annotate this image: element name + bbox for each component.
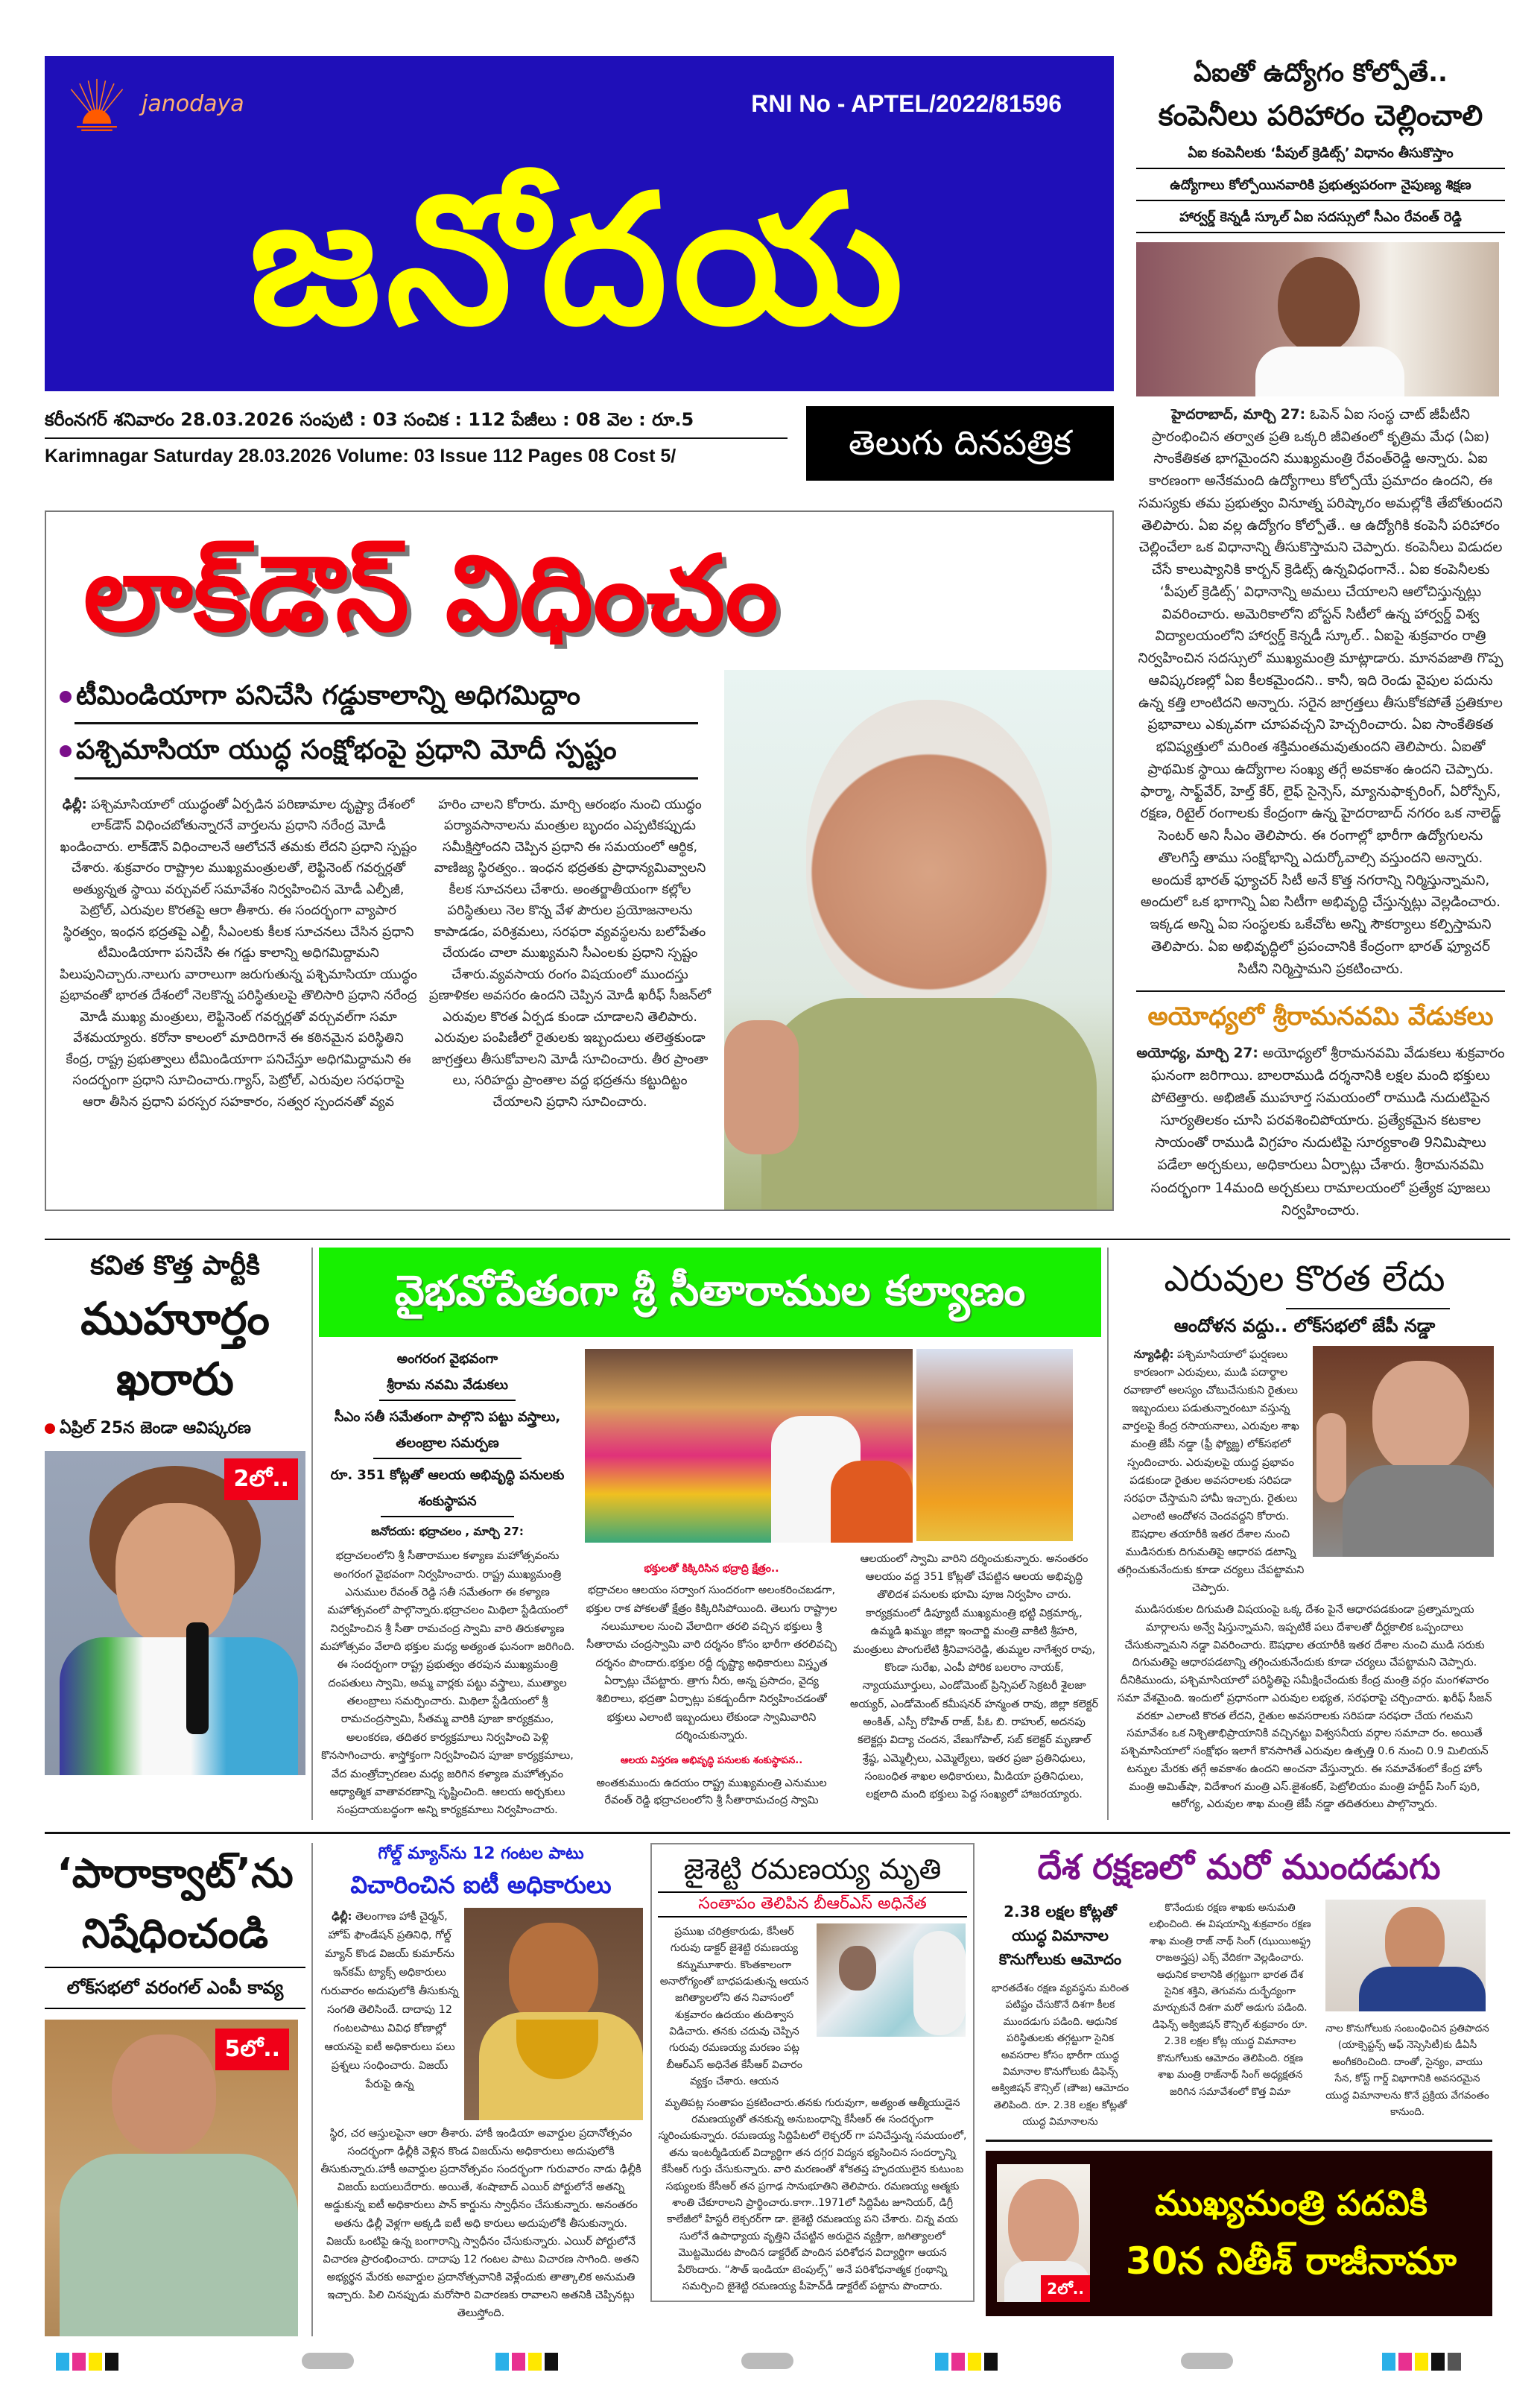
lead-body-text: హరిం చాలని కోరారు. మార్చి ఆరంభం నుంచి యుద్ధం పర్యావసానాలను మంత్రుల బృందం ఎప్పటికప్పుడు సమీక్షిస్తోందని చెప్పిన ప్రధాని ఈ సమయంలో ఆర్థిక, వాణిజ్య స్థిరత్వం.. ఇంధన భద్రతకు ప్రాధాన్యమివ్వాలని కీలక సూచనలు చేశారు. అంతర్జాతీయంగా కల్లోల పరిస్థితులు నెల కొన్న వేళ పౌరుల ప్రయోజనాలను కాపాడడం, పరిశ్రమలు, సరఫరా వ్యవస్థలను బలోపేతం చేయడం చాలా ముఖ్యమని సీఎంలకు ప్రధాని స్పష్టం చేశారు.వ్యవసాయ రంగం విషయంలో ముందస్తు ప్రణాళికల అవసరం ఉందని చెప్పిన మోడీ ఖరీఫ్ సీజన్‌లో ఎరువుల కొరత ఏర్పడ కుండా చూడాలని తెలిపారు. ఎరువుల పంపిణీలో రైతులకు ఇబ్బందులు తలెత్తకుండా జాగ్రత్తలు తీసుకోవాలని మోడీ సూచించారు. తీర ప్రాంతా లు, సరిహద్దు ప్రాంతాల వద్ద భద్రతను కట్టుదిట్టం చేయాలని ప్రధాని సూచించారు. — [428, 797, 712, 1110]
ai-dateline: హైదరాబాద్, మార్చి 27: — [1171, 406, 1306, 423]
ayodhya-body — [1136, 1043, 1505, 1222]
lead-headline: లాక్‌డౌన్ విధించం — [83, 534, 779, 655]
top-section — [45, 56, 1510, 1222]
lead-bullet-text: పశ్చిమాసియా యుద్ధ సంక్షోభంపై ప్రధాని మోదీ స్పష్టం — [76, 735, 617, 766]
paraquat-story — [45, 1843, 305, 2337]
ayodhya-dateline: అయోధ్య, మార్చి 27: — [1136, 1045, 1258, 1061]
fertilizer-body-bottom: ముడిసరుకుల దిగుమతి విషయంపై ఒక్క దేశం పైనే ఆధారపడకుండా ప్రత్నామ్నాయ మార్గాలను అన్వే షిస్తున్నామని, ఇప్పటికే పలు దేశాలతో దీర్ఘకాలిక ఒప్పందాలు చేసుకున్నామని నడ్డా వివరించారు. ఔషధాల తయారీకి ఇతర దేశాల నుంచి ముడి సరుకు దిగుమతిపై ఆధారపడటాన్ని తగ్గించుకునేందుకు కూడా చర్యలు చేపట్టామని చెప్పారు. దీనికిముందు, పశ్చిమాసియాలో పరిస్థితిపై సమీక్షించేందుకు కేంద్ర మంత్రి వర్గం మంగళవారం సమా వేశమైంది. ఇందులో ప్రధానంగా ఎరువుల లభ్యత, సరఫరాపై చర్చించారు. ఖరీఫ్ సీజన్ వరకూ ఎలాంటి కొరత లేదని, రైతుల అవసరాలకు సరిపడా సరఫరా చేయ గలమని సమావేశం ఒక నిశ్చితాభిప్రాయానికి వచ్చినట్టు విశ్వసనీయ వర్గాల సమాచా రం. అయితే పశ్చిమాసియాలో సంక్షోభం ఇలాగే కొనసాగితే ఎరువుల ఉత్పత్తి 0.6 నుంచి 0.9 మిలియన్ టన్నుల మేరకు తగ్గే అవకాశం ఉందని అంచనా వేస్తున్నారు. ఈ సమావేశంలో కేంద్ర హోం మంత్రి అమిత్‌షా, విదేశాంగ మంత్రి ఎస్.జైశంకర్, పెట్రోలియం మంత్రి హర్దీప్ సింగ్ పురి, ఆరోగ్య, ఎరువుల శాఖ మంత్రి జేపీ నడ్డా తదితరులు పాల్గొన్నారు. — [1117, 1604, 1492, 1811]
jaisetti-body-bottom: మృతిపట్ల సంతాపం ప్రకటించారు.తనకు గురువుగా, అత్యంత ఆత్మీయుడైన రమణయ్యతో తనకున్న అనుబంధాన్ని కేసీఆర్ ఈ సందర్భంగా స్మరించుకున్నారు. రమణయ్య సిద్దిపేటలో లెక్చరర్ గా పనిచేస్తున్న సమయంలో, తను ఇంటర్మీడియట్ విద్యార్థిగా తన దగ్గర విద్యన భ్యసించిన సందర్భాన్ని కేసీఆర్ గుర్తు చేసుకున్నారు. వారి మరణంతో శోకతప్త హృదయులైన కుటుంబ సభ్యులకు కేసీఆర్ తన ప్రగాఢ సానుభూతిని తెలిపారు. రమణయ్య ఆత్మకు శాంతి చేకూరాలని ప్రార్థించారు.కాగా..1971లో సిద్దిపేట జూనియర్, డిగ్రీ కాలేజీలో హిస్టరీ లెక్చరర్‌గా డా. జైశెట్టి రమణయ్య పని చేశారు. చిన్న వయ సులోనే ఉపాధ్యాయ వృత్తిని చేపట్టిన అరుదైన వ్యక్తిగా, జగిత్యాలలో మొట్టమొదట పొందిన డాక్టరేట్ పొందిన పరిశోధన విద్యార్థిగా ఆయన పేరొందారు. “సౌత్ ఇండియా టెంపుల్స్” అనే పరిశోధనాత్మక గ్రంథాన్ని సమర్పించి జైశెట్టి రమణయ్య పీహెచ్‌డీ డాక్టరేట్ పట్టాను పొందారు. — [658, 2096, 967, 2292]
color-registration-marks — [56, 2353, 1494, 2372]
fertilizer-headline: ఎరువుల కొరత లేదు — [1164, 1257, 1445, 1300]
ai-subhead: ఉద్యోగాలు కోల్పోయినవారికి ప్రభుత్వపరంగా నైపుణ్య శిక్షణ — [1136, 175, 1505, 201]
kavitha-bullet — [45, 1416, 305, 1441]
sunrise-logo-icon — [60, 66, 134, 141]
masthead — [45, 56, 1114, 391]
deck-line: శ్రీరామ నవమి వేడుకలు — [379, 1375, 516, 1401]
defence-deck — [986, 1900, 1135, 1971]
lead-text-area — [46, 670, 724, 1210]
deck-line: యుద్ధ విమానాల — [1012, 1926, 1109, 1945]
ai-story — [1136, 56, 1505, 233]
column-divider — [311, 1843, 313, 2337]
deck-line: శంకుస్థాపన — [381, 1491, 513, 1517]
bullet-dot-icon — [45, 1423, 55, 1434]
kalyanam-banner — [319, 1248, 1101, 1337]
kavya-photo — [45, 2020, 298, 2336]
kalyanam-body-col-2b: అంతకుముందు ఉదయం రాష్ట్ర ముఖ్యమంత్రి ఎనుముల రేవంత్ రెడ్డి భద్రాచలంలోని శ్రీ సీతారామచంద్ర స్వామి — [596, 1777, 827, 1807]
kalyanam-decks — [319, 1349, 576, 1540]
ai-headline-1: ఏఐతో ఉద్యోగం కోల్పోతే.. — [1194, 58, 1448, 88]
ai-story-body — [1136, 404, 1505, 981]
defence-story — [986, 1843, 1492, 2337]
divider — [75, 722, 698, 724]
rni-number: RNI No - APTEL/2022/81596 — [751, 89, 1062, 117]
goldman-dateline: ఢిల్లీ: — [332, 1911, 352, 1923]
jaisetti-body-top: ప్రముఖ చరిత్రకారుడు, కేసీఆర్ గురువు డాక్టర్ జైశెట్టి రమణయ్య కన్నుమూశారు. కొంతకాలంగా అనారోగ్యంతో బాధపడుతున్న ఆయన జగిత్యాలలోని తన నివాసంలో శుక్రవారం ఉదయం తుదిశ్వాస విడిచారు. తనకు చదువు చెప్పిన గురువు రమణయ్య మరణం పట్ల బీఆర్ఎస్ అధినేత కేసీఆర్ విచారం వ్యక్తం చేశారు. ఆయన — [659, 1925, 809, 2088]
kalyanam-body-col-2: భద్రాచలం ఆలయం సర్వాంగ సుందరంగా అలంకరించబడగా, భక్తుల రాక పోకలతో క్షేత్రం కిక్కిరిసిపోయింది. తెలుగు రాష్ట్రాల నలుమూలల నుంచి వేలాదిగా తరలి వచ్చిన భక్తులు శ్రీ సీతారామ చంద్రస్వామి వారి దర్శనం కోసం భారీగా తరలివచ్చి దర్శనం పొందారు.భక్తుల రద్దీ దృష్ట్యా అధికారులు విస్తృత ఏర్పాట్లు చేపట్టారు. త్రాగు నీరు, అన్న ప్రసాదం, వైద్య శిబిరాలు, భద్రతా ఏర్పాట్లు పకడ్బందీగా నిర్వహించడంతో భక్తులు ఎలాంటి ఇబ్బందులు లేకుండా స్వామివారిని దర్శించుకున్నారు. — [586, 1584, 837, 1742]
goldman-story — [319, 1843, 643, 2337]
deck-line: సీఎం సతీ సమేతంగా పాల్గొని పట్టు వస్త్రాలు, — [334, 1409, 561, 1425]
goldman-body-text: తెలంగాణ హాకీ చైర్మన్, హోప్ ఫౌండేషన్ ప్రతినిధి, గోల్డ్ మ్యాన్ కొండ విజయ్ కుమార్‌ను ఇన్‌కమ్ ట్యాక్స్ అధికారులు గురువారం అదుపులోకి తీసుకున్న సంగతి తెలిసిందే. దాదాపు 12 గంటలపాటు వివిధ కోణాల్లో ఆయనపై ఐటీ అధికారులు పలు ప్రశ్నలు సంధించారు. విజయ్ పేరుపై ఉన్న — [320, 1911, 459, 2090]
ai-subhead: హార్వర్డ్ కెన్నడీ స్కూల్ ఏఐ సదస్సులో సీఎం రేవంత్ రెడ్డి — [1136, 207, 1505, 233]
lead-body-col-1 — [60, 794, 417, 1113]
logo-wordmark: janodaya — [142, 90, 244, 117]
deck-line: తలంబ్రాల సమర్పణ — [373, 1433, 521, 1459]
divider — [1286, 1308, 1450, 1309]
divider — [986, 2140, 1492, 2142]
kavitha-kicker: కవిత కొత్త పార్టీకి — [90, 1250, 260, 1281]
lead-body-text: పశ్చిమాసియాలో యుద్ధంతో ఏర్పడిన పరిణామాల దృష్ట్యా దేశంలో లాక్‌డౌన్ విధించబోతున్నారనే వార్తలను ప్రధాని నరేంద్ర మోడీ ఖండించారు. లాక్‌డౌన్ విధించాలనే ఆలోచనే తమకు లేదని ప్రధాని స్పష్టం చేశారు. శుక్రవారం రాష్ట్రాల ముఖ్యమంత్రులతో, లెఫ్టినెంట్ గవర్నర్లతో అత్యున్నత స్థాయి వర్చువల్ సమావేశం నిర్వహించిన మోడీ ఎల్పీజీ, పెట్రోల్, ఎరువుల కొరతపై ఆరా తీశారు. ఈ సందర్భంగా వ్యాపార స్థిరత్వం, ఇంధన భద్రతపై ఎల్జీ, సీఎంలకు కీలక సూచనలు చేసిన ప్రధాని టీమిండియాగా పనిచేసి ఈ గడ్డు కాలాన్ని అధిగమిద్దామని పిలుపునిచ్చారు.నాలుగు వారాలుగా జరుగుతున్న పశ్చిమాసియా యుద్ధం ప్రభావంతో భారత దేశంలో నెలకొన్న పరిస్థితులపై తొలిసారి ప్రధాని నరేంద్ర మోడీ ముఖ్య మంత్రులు, లెఫ్టినెంట్ గవర్నర్లతో వర్చువల్‌గా సమా వేశమయ్యారు. కరోనా కాలంలో మాదిరిగానే ఈ కఠినమైన పరిస్థితిని కేంద్ర, రాష్ట్ర ప్రభుత్వాలు టీమిండియాగా పనిచేస్తూ అధిగమిద్దామని ఈ సందర్భంగా ప్రధాని సూచించారు.గ్యాస్, పెట్రోల్, ఎరువుల సరఫరాపై ఆరా తీసిన ప్రధాని పరస్పర సహకారం, సత్వర స్పందనతో వ్యవ — [60, 797, 417, 1110]
revanth-reddy-photo — [1136, 242, 1499, 396]
lead-story-box — [45, 510, 1114, 1211]
kavitha-photo — [45, 1451, 305, 1775]
bullet-dot-icon — [60, 745, 72, 757]
page-ref-badge: 2లో.. — [1041, 2275, 1090, 2302]
lead-bullet — [60, 677, 713, 715]
nitish-kumar-photo — [997, 2164, 1090, 2302]
lead-bullet-text: టీమిండియాగా పనిచేసి గడ్డుకాలాన్ని అధిగమిద్దాం — [76, 680, 580, 711]
lead-body-col-2 — [428, 794, 712, 1113]
dateline-english: Karimnagar Saturday 28.03.2026 Volume: 03 Issue 112 Pages 08 Cost 5/ — [45, 446, 676, 467]
lead-bullet — [60, 732, 713, 769]
lead-dateline: ఢిల్లీ: — [62, 797, 87, 812]
kalyanam-headline: వైభవోపేతంగా శ్రీ సీతారాముల కల్యాణం — [394, 1267, 1026, 1316]
goldman-kicker: గోల్డ్ మ్యాన్‌ను 12 గంటల పాటు — [378, 1844, 584, 1863]
fertilizer-body-text: పశ్చిమాసియాలో ఘర్షణలు కారణంగా ఎరువులు, ముడి పదార్థాల రవాణాలో ఆలస్యం చోటుచేసుకుని రైతులు ఇబ్బందులు పడుతున్నారంటూ వస్తున్న వార్తలపై కేంద్ర రసాయనాలు, ఎరువుల శాఖ మంత్రి జేపీ నడ్డా (ఫ్రీ ఫ్యోఙ్ఝ) లోక్‌సభలో స్పందించారు. ఎరువులపై యుద్ధ ప్రభావం పడకుండా రైతుల అవసరాలకు సరిపడా సరఫరా చేస్తామని హామీ ఇచ్చారు. రైతులు ఎలాంటి ఆందోళన చెందవద్దని కోరారు. ఔషధాల తయారీకి ఇతర దేశాల నుంచి ముడిసరుకు దిగుమతిపై ఆధారప డటాన్ని తగ్గించుకునేందుకు కూడా చర్యలు చేపట్టామని చెప్పారు. — [1117, 1349, 1305, 1594]
nitish-headline-1: ముఖ్యమంత్రి పదవికి — [1155, 2183, 1427, 2224]
tagline: తెలుగు దినపత్రిక — [848, 423, 1072, 464]
ayodhya-headline: అయోధ్యలో శ్రీరామనవమి వేడుకలు — [1147, 1002, 1494, 1032]
deck-line: 2.38 లక్షల కోట్లతో — [1004, 1903, 1117, 1921]
dateline-telugu: కరీంనగర్ శనివారం 28.03.2026 సంపుటి : 03 సంచిక : 112 పేజీలు : 08 వెల : రూ.5 — [45, 409, 694, 430]
paraquat-headline: ‘పారాక్వాట్’ను నిషేధించండి — [45, 1843, 305, 1968]
top-right — [1136, 56, 1505, 1222]
kalyanam-sub2: ఆలయ విస్తరణ అభివృద్ధి పనులకు శంకుస్థాపన.. — [620, 1755, 803, 1767]
column-divider — [311, 1248, 313, 1820]
deck-line: రూ. 351 కోట్లతో ఆలయ అభివృద్ధి పనులకు — [330, 1467, 565, 1483]
deck-line: అంగరంగ వైభవంగా — [396, 1350, 498, 1367]
kalyanam-story — [319, 1248, 1101, 1820]
divider — [1136, 990, 1505, 992]
kalyanam-body-col-1: భద్రాచలంలోని శ్రీ సీతారాముల కళ్యాణ మహోత్సవంను అంగరంగ వైభవంగా నిర్వహించారు. రాష్ట్ర ముఖ్యమంత్రి ఎనుముల రేవంత్ రెడ్డి సతీ సమేతంగా ఈ కళ్యాణ మహోత్సవంలో పాల్గొన్నారు.భద్రాచలం మిథిలా స్టేడియంలో నిర్వహించిన శ్రీ సీతా రామచంద్ర స్వామి వారి తిరుకళ్యాణ మహోత్సవం వేలాది భక్తుల మధ్య అత్యంత ఘనంగా జరిగింది. ఈ సందర్భంగా రాష్ట్ర ప్రభుత్వం తరపున ముఖ్యమంత్రి దంపతులు స్వామి, అమ్మ వార్లకు పట్టు వస్త్రాలు, ముత్యాల తలంబ్రాలు సమర్పించారు. మిథిలా స్టేడియంలో శ్రీ రామచంద్రస్వామి, సీతమ్మ వారికి పూజా కార్యక్రమం, అలంకరణ, తదితర కార్యక్రమాలు నిర్వహించి పెళ్లి కొనసాగించారు. శాస్త్రోక్తంగా నిర్వహించిన పూజా కార్యక్రమాలు, వేద మంత్రోచ్చారణల మధ్య జరిగిన కళ్యాణ మహోత్సవం ఆధ్యాత్మిక వాతావరణాన్ని సృష్టించింది. ఆలయ అర్చకులు సంప్రదాయబద్ధంగా అన్ని కార్యక్రమాలు నిర్వహించారు. — [320, 1550, 575, 1817]
paraquat-subhead: లోక్‌సభలో వరంగల్ ఎంపీ కావ్య — [45, 1976, 305, 2010]
defence-body-col-3: నాల కొనుగోలుకు సంబంధించిన ప్రతిపాదన (యాక్సెప్టన్స్ ఆఫ్ నెస్సెసిటీ)కు డీఏసీ అంగీకరించింది. దాంతో, సైన్యం, వాయు సేన, కోస్ట్ గార్డ్ విభాగానికి అవసరమైన యుద్ధ విమానాలను కొనే ప్రక్రియ వేగవంతం కానుంది. — [1325, 2023, 1489, 2119]
jaisetti-subhead: సంతాపం తెలిపిన బీఆర్ఎస్ అధినేత — [658, 1891, 967, 1917]
row-3 — [45, 1832, 1510, 2337]
bullet-dot-icon — [60, 691, 72, 703]
divider — [45, 437, 788, 439]
row-2 — [45, 1239, 1510, 1820]
page-ref-badge: 2లో.. — [224, 1458, 298, 1500]
modi-photo — [724, 670, 1112, 1210]
divider — [75, 777, 698, 780]
kavitha-story — [45, 1248, 305, 1820]
defence-headline: దేశ రక్షణలో మరో ముందడుగు — [1037, 1846, 1441, 1887]
ayodhya-body-text: అయోధ్యలో శ్రీరామనవమి వేడుకలు శుక్రవారం ఘనంగా జరిగాయి. బాలరాముడి దర్శనానికి లక్షల మంది భక్తులు పోటెత్తారు. అభిజిత్ ముహూర్త సమయంలో రాముడి నుదుటిపైన సూర్యతిలకం చూసి పరవశించిపోయారు. ప్రత్యేకమైన కటకాల సాయంతో రాముడి విగ్రహం నుదుటిపై సూర్యకాంతి 9నిమిషాలు పడేలా అర్చకులు, అధికారులు ఏర్పాట్లు చేశారు. శ్రీరామనవమి సందర్భంగా 14మంది అర్చకులు రామాలయంలో ప్రత్యేక పూజలు నిర్వహించారు. — [1150, 1045, 1505, 1218]
kalyanam-dateline: జనోదయ: భద్రాచలం , మార్చి 27: — [371, 1524, 524, 1538]
column-divider — [1107, 1248, 1109, 1820]
kalyanam-priests-photo — [916, 1349, 1073, 1541]
newspaper-title: జనోదయ — [249, 156, 910, 364]
dateline-row — [45, 406, 1114, 481]
ramanaiah-kcr-photo — [817, 1923, 966, 2037]
tagline-box — [806, 406, 1114, 481]
page-ref-badge: 5లో.. — [215, 2029, 289, 2070]
goldman-headline: విచారించిన ఐటీ అధికారులు — [350, 1871, 612, 1900]
top-left — [45, 56, 1114, 1211]
fertilizer-body-top — [1115, 1346, 1307, 1597]
defence-body-col-2: కొనేందుకు రక్షణ శాఖకు అనుమతి లభించింది. ఈ విషయాన్ని శుక్రవారం రక్షణ శాఖ మంత్రి రాజ్ నాథ్ సింగ్ (ఝుయిఅఫ్ష్ర రాఙఅస్త్రష్ర) ఎక్స్ వేదికగా వెల్లడించారు. ఆధునిక కాలానికి తగ్గట్టుగా భారత దేశ సైనిక శక్తిని, తెగువను దుర్భేద్యంగా మార్చుకునే దిశగా మరో అడుగు పడింది. డిఫెన్స్ అక్విజిషన్ కౌన్సిల్ శుక్రవారం రూ. 2.38 లక్షల కోట్ల యుద్ధ విమానాల కొనుగోలుకు ఆమోదం తెలిపింది. రక్షణ శాఖ మంత్రి రాజ్‌నాథ్ సింగ్ అధ్యక్షతన జరిగిన సమావేశంలో కొత్త విమా — [1149, 1902, 1311, 2098]
gold-man-photo — [464, 1908, 643, 2120]
kalyanam-devotees-photo — [585, 1349, 913, 1543]
defence-body-col-1: భారతదేశం రక్షణ వ్యవస్థను మరింత పటిష్టం చేసుకొనే దిశగా కీలక ముందడుగు పడింది. ఆధునిక పరిస్థితులకు తగ్గట్టుగా సైనిక అవసరాల కోసం భారీగా యుద్ధ విమానాల కొనుగోలుకు డిఫెన్స్ అక్విజిషన్ కౌన్సిల్ (ణౌాజ) ఆమోదం తెలిపింది. రూ. 2.38 లక్షల కోట్లతో యుద్ధ విమానాలను — [991, 1982, 1129, 2128]
fertilizer-subhead: ఆందోళన వద్దు.. లోక్‌సభలో జేపీ నడ్డా — [1173, 1315, 1436, 1336]
goldman-body-bottom: స్థిర, చర ఆస్తులపైనా ఆరా తీశారు. హాకీ ఇండియా అవార్డుల ప్రదానోత్సవం సందర్భంగా ఢిల్లీకి వెళ్లిన కొండ విజయ్‌ను అధికారులు అదుపులోకి తీసుకున్నారు.హాకీ అవార్డుల ప్రదానోత్సవం సందర్భంగా గురువారం నాడు ఢిల్లీకి విజయ్ బయలుదేరారు. అయితే, శంషాబాద్ ఎయిర్ పోర్టులోనే అతన్ని అడ్డుకున్న ఐటీ అధికారులు పాన్ కార్డును స్వాధీనం చేసుకున్నారు. అనంతరం అతను ఢిల్లీ వెళ్లగా అక్కడి ఐటీ అధి కారులు అదుపులోకి తీసుకున్నారు. విజయ్ ఒంటిపై ఉన్న బంగారాన్ని స్వాధీనం చేసుకున్నారు. ఎయిర్ పోర్టులోనే విచారణ ప్రారంభించారు. దాదాపు 12 గంటల పాటు విచారణ సాగింది. అతని అభ్యర్థన మేరకు అవార్డుల ప్రదానోత్సవానికి వెళ్లేందుకు తాత్కాలిక అనుమతి ఇచ్చారు. పిలి చినప్పుడు మరోసారి విచారణకు రావాలని అతనికి చెప్పినట్లు తెలుస్తోంది. — [320, 2128, 641, 2319]
kavitha-bullet-text: ఏప్రిల్ 25న జెండా ఆవిష్కరణ — [60, 1419, 251, 1438]
fertilizer-story — [1115, 1248, 1495, 1820]
deck-line: కొనుగోలుకు ఆమోదం — [998, 1950, 1122, 1969]
kavitha-headline: ముహూర్తం ఖరారు — [80, 1293, 270, 1406]
ai-subhead: ఏఐ కంపెనీలకు ‘పీపుల్ క్రెడిట్స్’ విధానం తీసుకొస్తాం — [1136, 143, 1505, 169]
nitish-box — [986, 2151, 1492, 2316]
ai-body-text: ఓపెన్ ఏఐ సంస్థ చాట్ జీపీటీని ప్రారంభించిన తర్వాత ప్రతి ఒక్కరి జీవితంలో కృత్రిమ మేధ (ఏఐ) సాంకేతికత భాగమైందని ముఖ్యమంత్రి రేవంత్‌రెడ్డి అన్నారు. ఏఐ కారణంగా అనేకమంది ఉద్యోగాలు కోల్పోయే ప్రమాదం ఉందని, ఈ సమస్యకు తమ ప్రభుత్వం వినూత్న పరిష్కారం అమల్లోకి తేబోతుందని తెలిపారు. ఏఐ వల్ల ఉద్యోగం కోల్పోతే.. ఆ ఉద్యోగికి కంపెనీ పరిహారం చెల్లించేలా ఒక విధానాన్ని తీసుకొస్తామని చెప్పారు. కంపెనీలు విడుదల చేసే కాలుష్యానికి కార్బన్ క్రెడిట్స్ ఉన్నవిధంగానే.. ఏఐ కంపెనీలకు ‘పీపుల్ క్రెడిట్స్’ విధానాన్ని అమలు చేయాలని ఆలోచిస్తున్నట్లు వివరించారు. అమెరికాలోని బోస్టన్ సిటీలో ఉన్న హార్వర్డ్ విశ్వ విద్యాలయంలోని హార్వర్డ్ కెన్నడీ స్కూల్.. ఏఐపై శుక్రవారం రాత్రి నిర్వహించిన సదస్సులో ముఖ్యమంత్రి మాట్లాడారు. మానవజాతి గొప్ప ఆవిష్కరణల్లో ఏఐ కీలకమైందని.. కానీ, ఇది రెండు వైపుల పదును ఉన్న కత్తి లాంటిదని అన్నారు. సరైన జాగ్రత్తలు తీసుకోకపోతే ప్రతికూల ప్రభావాలు ఎక్కువగా చూపవచ్చని హెచ్చరించారు. ఏఐ సాంకేతికత భవిష్యత్తులో మరింత శక్తిమంతమవుతుందని తెలిపారు. ఏఐతో ప్రాథమిక స్థాయి ఉద్యోగాల సంఖ్య తగ్గే అవకాశం ఉందని చెప్పారు. ఫార్మా, సాఫ్ట్‌వేర్, హెల్త్ కేర్, లైఫ్ సైన్సెస్, మ్యానుఫాక్చరింగ్, ఏరోస్పేస్, రక్షణ, రిటైల్ రంగాలకు కేంద్రంగా ఉన్న హైదరాబాద్ నగరం ఒక నాలెడ్జ్ సెంటర్ అని సీఎం తెలిపారు. ఈ రంగాల్లో భారీగా ఉద్యోగులను తొలగిస్తే తాము సంక్షోభాన్ని ఎదుర్కోవాల్సి వస్తుందని అన్నారు. అందుకే భారత్ ఫ్యూచర్ సిటీ అనే కొత్త నగరాన్ని నిర్మిస్తున్నామని, అందులో ఒక భాగాన్ని ఏఐ సిటీగా అభివృద్ధి చేస్తున్నట్లు వెల్లడించారు. ఇక్కడ అన్ని ఏఐ సంస్థలకు ఒకేచోట అన్ని సౌకర్యాలు కల్పిస్తామని తెలిపారు. ఏఐ అభివృద్ధిలో ప్రపంచానికి కేంద్రంగా భారత్ ఫ్యూచర్ సిటీని నిర్మిస్తామని ప్రకటించారు. — [1138, 406, 1503, 977]
goldman-body-top — [319, 1908, 460, 2093]
jaisetti-box — [650, 1843, 975, 2303]
fertilizer-dateline: న్యూఢిల్లీ: — [1133, 1349, 1174, 1362]
nadda-photo — [1313, 1346, 1494, 1557]
jaisetti-headline: జైశెట్టి రమణయ్య మృతి — [683, 1852, 942, 1885]
rajnath-singh-photo — [1325, 1900, 1486, 2011]
kalyanam-body-col-3: ఆలయంలో స్వామి వారిని దర్శించుకున్నారు. అనంతరం ఆలయం వద్ద 351 కోట్లతో చేపట్టిన ఆలయ అభివృద్ధి తొలిదశ పనులకు భూమి పూజ నిర్వహిం చారు. కార్యక్రమంలో డిప్యూటీ ముఖ్యమంత్రి భట్టి విక్రమార్క, ఉమ్మడి ఖమ్మం జిల్లా ఇంచార్జి మంత్రి వాకిటి శ్రీహరి, మంత్రులు పొంగులేటి శ్రీనివాసరెడ్డి, తుమ్మల నాగేశ్వర రావు, కొండా సురేఖ, ఎంపీ పోరిక బలరాం నాయక్, న్యాయమూర్తులు, ఎండోమెంట్ ప్రిన్సిపల్ సెక్రటరీ శైలజా అయ్యర్, ఎండోమెంట్ కమీషనర్ హన్మంత రావు, జిల్లా కలెక్టర్ అంకిత్, ఎస్పీ రోహిత్ రాజ్, పీఓ బి. రాహుల్, అదనపు కలెక్టర్లు విద్యా చందన, వేణుగోపాల్, సబ్ కలెక్టర్ మృణాల్ శ్రేష్ఠ, ఎమ్మెల్సీలు, ఎమ్మెల్యేలు, ఇతర ప్రజా ప్రతినిధులు, సంబంధిత శాఖల అధికారులు, మీడియా ప్రతినిధులు, లక్షలాది మంది భక్తులు పెద్ద సంఖ్యలో హాజరయ్యారు. — [849, 1552, 1099, 1801]
ai-headline-2: కంపెనీలు పరిహారం చెల్లించాలి — [1158, 98, 1483, 132]
kalyanam-sub1: భక్తులతో కిక్కిరిసిన భద్రాద్రి క్షేత్రం.. — [644, 1562, 779, 1575]
nitish-headline-2: 30న నితీశ్ రాజీనామా — [1126, 2239, 1457, 2283]
